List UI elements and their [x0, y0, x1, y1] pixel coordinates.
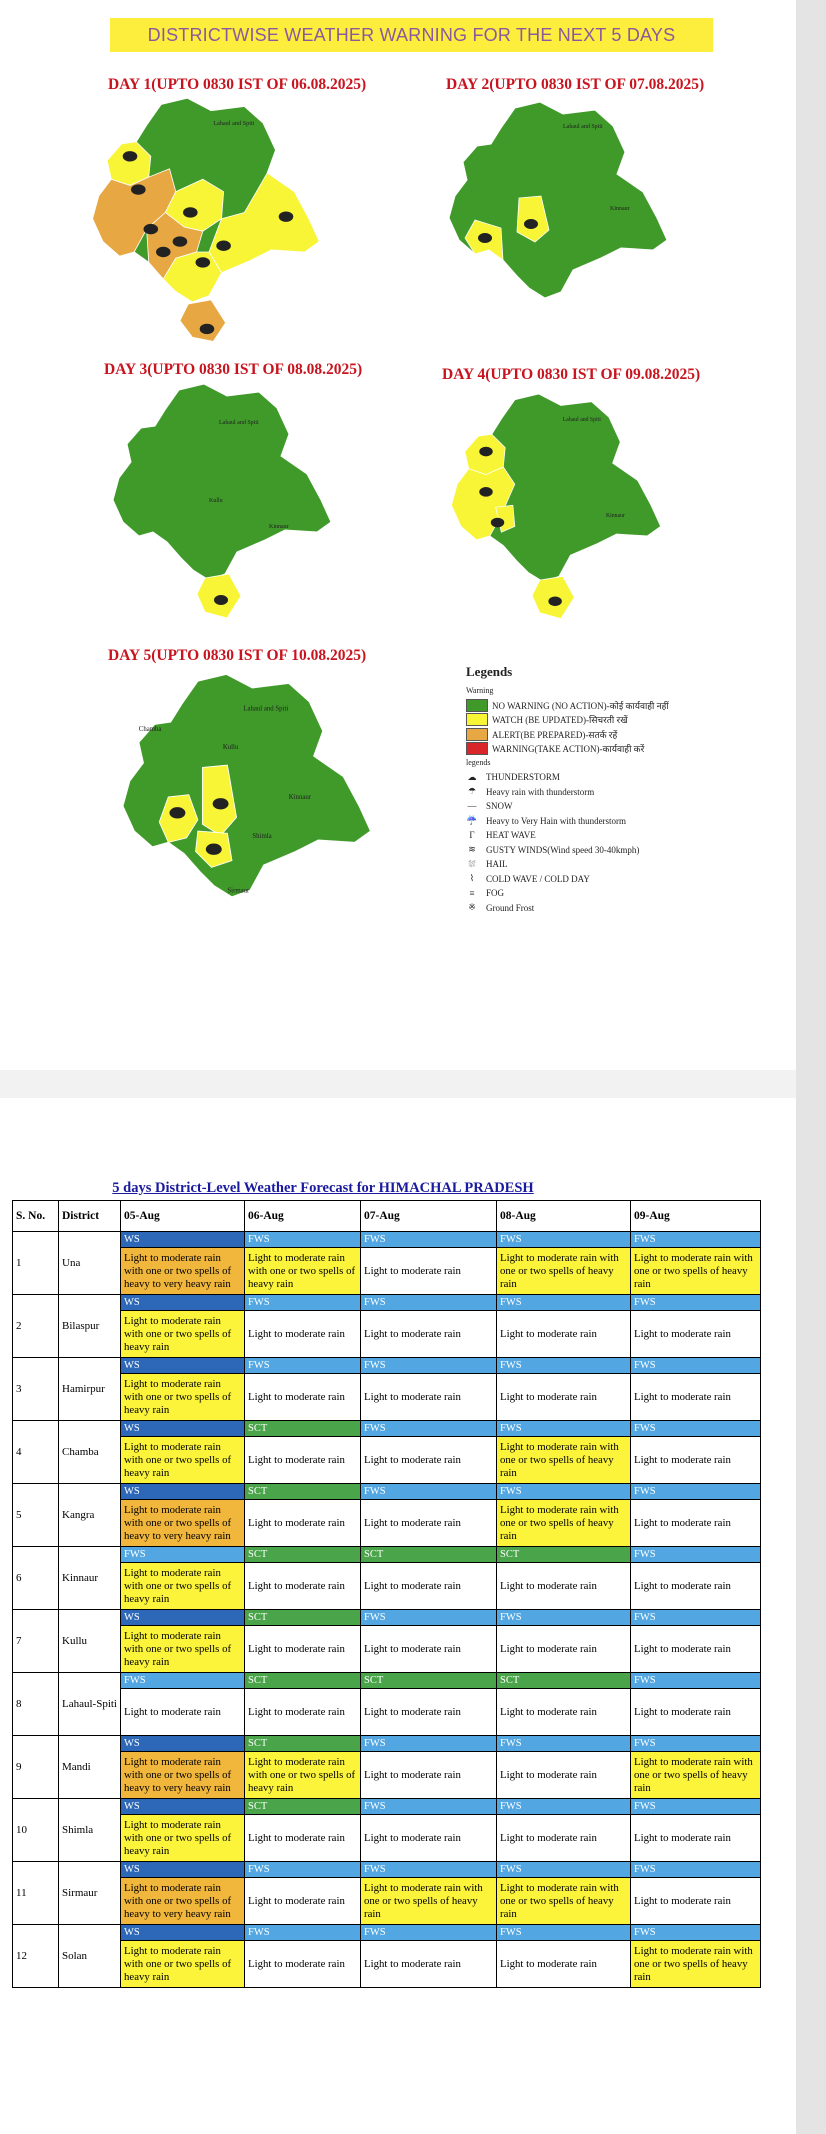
- forecast-text: Light to moderate rain with one or two spells of heavy rain: [121, 1311, 245, 1358]
- warning-category: SCT: [361, 1547, 497, 1563]
- row-serial: 7: [13, 1610, 59, 1673]
- table-row: [13, 1358, 761, 1374]
- legend-swatch: [466, 713, 488, 726]
- forecast-text: Light to moderate rain: [497, 1311, 631, 1358]
- warning-category: SCT: [245, 1673, 361, 1689]
- forecast-text: Light to moderate rain: [497, 1563, 631, 1610]
- forecast-text: Light to moderate rain with one or two spells of heavy rain: [121, 1437, 245, 1484]
- legend-icon-item: [466, 785, 756, 800]
- legend-icon-item: [466, 814, 756, 829]
- warning-category: FWS: [631, 1295, 761, 1311]
- warning-category: FWS: [245, 1925, 361, 1941]
- table-row: [13, 1563, 761, 1610]
- map-label-lahaul-3: Lahaul and Spiti: [219, 420, 259, 426]
- forecast-text: Light to moderate rain with one or two spells of heavy rain: [497, 1878, 631, 1925]
- warning-category: FWS: [631, 1610, 761, 1626]
- forecast-text: Light to moderate rain: [245, 1878, 361, 1925]
- row-serial: 12: [13, 1925, 59, 1988]
- table-row: [13, 1421, 761, 1437]
- table-row: [13, 1374, 761, 1421]
- legend-swatch: [466, 728, 488, 741]
- day5-map: [94, 672, 404, 956]
- table-row: [13, 1673, 761, 1689]
- warning-category: FWS: [361, 1610, 497, 1626]
- warning-category: FWS: [497, 1358, 631, 1374]
- forecast-text: Light to moderate rain: [245, 1626, 361, 1673]
- legend-icon-item: [466, 857, 756, 872]
- warning-category: WS: [121, 1610, 245, 1626]
- forecast-text: Light to moderate rain: [631, 1311, 761, 1358]
- day2-title: DAY 2(UPTO 0830 IST OF 07.08.2025): [446, 76, 705, 93]
- warning-category: FWS: [631, 1799, 761, 1815]
- legend-swatch: [466, 742, 488, 755]
- forecast-text: Light to moderate rain with one or two spells of heavy rain: [245, 1248, 361, 1295]
- warning-category: SCT: [497, 1673, 631, 1689]
- warning-category: FWS: [361, 1925, 497, 1941]
- forecast-text: Light to moderate rain with one or two spells of heavy rain: [497, 1248, 631, 1295]
- warning-category: FWS: [497, 1925, 631, 1941]
- legend-warning-label: Warning: [466, 686, 494, 695]
- column-header: S. No.: [13, 1201, 59, 1232]
- warning-category: SCT: [245, 1484, 361, 1500]
- forecast-text: Light to moderate rain: [497, 1815, 631, 1862]
- snow-icon: —: [467, 801, 477, 812]
- map-label-kinnaur-4: Kinnaur: [606, 512, 625, 519]
- row-serial: 5: [13, 1484, 59, 1547]
- day3-title: DAY 3(UPTO 0830 IST OF 08.08.2025): [104, 361, 363, 378]
- row-serial: 2: [13, 1295, 59, 1358]
- table-row: [13, 1295, 761, 1311]
- row-serial: 3: [13, 1358, 59, 1421]
- forecast-text: Light to moderate rain: [245, 1437, 361, 1484]
- forecast-text: Light to moderate rain with one or two spells of heavy to very heavy rain: [121, 1752, 245, 1799]
- forecast-text: Light to moderate rain: [245, 1500, 361, 1547]
- row-district: Hamirpur: [59, 1358, 121, 1421]
- legend-icon-item: [466, 828, 756, 843]
- row-serial: 11: [13, 1862, 59, 1925]
- warning-category: FWS: [361, 1232, 497, 1248]
- forecast-text: Light to moderate rain: [497, 1689, 631, 1736]
- forecast-text: Light to moderate rain with one or two spells of heavy rain: [497, 1437, 631, 1484]
- column-header: 08-Aug: [497, 1201, 631, 1232]
- warning-category: SCT: [245, 1736, 361, 1752]
- warning-category: FWS: [361, 1421, 497, 1437]
- column-header: District: [59, 1201, 121, 1232]
- table-row: [13, 1815, 761, 1862]
- warning-category: FWS: [245, 1295, 361, 1311]
- table-row: [13, 1941, 761, 1988]
- forecast-text: Light to moderate rain with one or two spells of heavy rain: [631, 1941, 761, 1988]
- ground-frost-icon: ※: [468, 902, 476, 913]
- forecast-text: Light to moderate rain: [497, 1374, 631, 1421]
- heat-wave-icon: Γ: [469, 830, 475, 841]
- legend-warning-label: WATCH (BE UPDATED)-सिचरती रखें: [492, 715, 628, 726]
- table-row: [13, 1925, 761, 1941]
- warning-category: FWS: [631, 1547, 761, 1563]
- thunderstorm-icon: ☁: [467, 771, 477, 782]
- warning-category: FWS: [121, 1673, 245, 1689]
- hail-icon: ⛆: [468, 858, 476, 869]
- gusty-wind-icon: ≋: [468, 844, 476, 855]
- fog-icon: ≡: [469, 888, 475, 899]
- forecast-text: Light to moderate rain: [361, 1500, 497, 1547]
- column-header: 05-Aug: [121, 1201, 245, 1232]
- forecast-text: Light to moderate rain: [497, 1941, 631, 1988]
- warning-category: FWS: [361, 1736, 497, 1752]
- warning-category: FWS: [245, 1862, 361, 1878]
- warning-category: WS: [121, 1736, 245, 1752]
- forecast-text: Light to moderate rain: [497, 1752, 631, 1799]
- legend-icon-label: Heavy rain with thunderstorm: [486, 786, 595, 797]
- forecast-text: Light to moderate rain with one or two spells of heavy to very heavy rain: [121, 1248, 245, 1295]
- map-label-lahaul: Lahaul and Spiti: [213, 120, 255, 128]
- forecast-text: Light to moderate rain with one or two spells of heavy rain: [121, 1374, 245, 1421]
- forecast-text: Light to moderate rain: [497, 1626, 631, 1673]
- table-row: [13, 1232, 761, 1248]
- map-label-lahaul-2: Lahaul and Spiti: [563, 124, 603, 130]
- map-label-kullu-3: Kullu: [209, 498, 223, 504]
- row-district: Una: [59, 1232, 121, 1295]
- very-heavy-rain-icon: ☔: [466, 815, 478, 826]
- column-header: 09-Aug: [631, 1201, 761, 1232]
- forecast-text: Light to moderate rain: [631, 1815, 761, 1862]
- forecast-text: Light to moderate rain with one or two spells of heavy rain: [121, 1941, 245, 1988]
- row-serial: 4: [13, 1421, 59, 1484]
- forecast-text: Light to moderate rain: [361, 1437, 497, 1484]
- forecast-text: Light to moderate rain: [631, 1689, 761, 1736]
- table-row: [13, 1311, 761, 1358]
- warning-category: WS: [121, 1358, 245, 1374]
- row-serial: 8: [13, 1673, 59, 1736]
- table-row: [13, 1248, 761, 1295]
- map-legend: [466, 664, 756, 915]
- warning-category: FWS: [361, 1862, 497, 1878]
- map-label-sirmaur-5: Sirmaur: [227, 887, 250, 895]
- day5-title: DAY 5(UPTO 0830 IST OF 10.08.2025): [108, 647, 367, 664]
- forecast-text: Light to moderate rain: [361, 1752, 497, 1799]
- forecast-text: Light to moderate rain with one or two spells of heavy rain: [245, 1752, 361, 1799]
- forecast-text: Light to moderate rain with one or two spells of heavy to very heavy rain: [121, 1878, 245, 1925]
- forecast-text: Light to moderate rain: [245, 1815, 361, 1862]
- forecast-text: Light to moderate rain with one or two spells of heavy rain: [361, 1878, 497, 1925]
- forecast-text: Light to moderate rain with one or two spells of heavy rain: [631, 1248, 761, 1295]
- forecast-text: Light to moderate rain: [361, 1374, 497, 1421]
- day1-title: DAY 1(UPTO 0830 IST OF 06.08.2025): [108, 76, 367, 93]
- day2-map: [442, 100, 678, 350]
- warning-category: FWS: [631, 1862, 761, 1878]
- warning-category: FWS: [631, 1358, 761, 1374]
- warning-category: FWS: [361, 1484, 497, 1500]
- forecast-text: Light to moderate rain with one or two spells of heavy rain: [121, 1626, 245, 1673]
- legend-warning-item: [466, 713, 756, 728]
- day1-map: [88, 96, 328, 356]
- row-district: Solan: [59, 1925, 121, 1988]
- warning-category: WS: [121, 1862, 245, 1878]
- legend-icons-label: legends: [466, 758, 491, 767]
- legend-warning-label: NO WARNING (NO ACTION)-कोई कार्यवाही नहीं: [492, 700, 669, 711]
- forecast-text: Light to moderate rain: [245, 1563, 361, 1610]
- legend-icon-label: THUNDERSTORM: [486, 772, 560, 783]
- column-header: 07-Aug: [361, 1201, 497, 1232]
- legend-icon-item: [466, 770, 756, 785]
- row-district: Kinnaur: [59, 1547, 121, 1610]
- table-row: [13, 1689, 761, 1736]
- map-label-lahaul-5: Lahaul and Spiti: [243, 705, 289, 713]
- forecast-text: Light to moderate rain: [631, 1878, 761, 1925]
- forecast-text: Light to moderate rain: [631, 1500, 761, 1547]
- warning-category: SCT: [245, 1610, 361, 1626]
- table-row: [13, 1610, 761, 1626]
- warning-category: WS: [121, 1484, 245, 1500]
- warning-category: FWS: [497, 1610, 631, 1626]
- map-label-kinnaur-2: Kinnaur: [610, 206, 630, 212]
- forecast-title: 5 days District-Level Weather Forecast for HIMACHAL PRADESH: [112, 1180, 534, 1196]
- warning-category: FWS: [631, 1421, 761, 1437]
- forecast-text: Light to moderate rain with one or two spells of heavy rain: [497, 1500, 631, 1547]
- table-row: [13, 1878, 761, 1925]
- legend-warning-label: ALERT(BE PREPARED)-सतर्क रहें: [492, 729, 618, 740]
- warning-category: FWS: [497, 1232, 631, 1248]
- legend-icon-label: COLD WAVE / COLD DAY: [486, 873, 590, 884]
- legend-icon-label: HEAT WAVE: [486, 830, 536, 841]
- map-label-chamba-5: Chamba: [138, 726, 162, 734]
- map-label-kullu-5: Kullu: [222, 744, 239, 752]
- table-row: [13, 1752, 761, 1799]
- forecast-text: Light to moderate rain: [245, 1689, 361, 1736]
- legend-icon-label: Ground Frost: [486, 902, 535, 913]
- warning-category: FWS: [497, 1295, 631, 1311]
- forecast-table: [12, 1200, 761, 1988]
- forecast-text: Light to moderate rain: [361, 1563, 497, 1610]
- warning-category: FWS: [361, 1799, 497, 1815]
- warning-category: FWS: [631, 1736, 761, 1752]
- column-header: 06-Aug: [245, 1201, 361, 1232]
- row-district: Lahaul-Spiti: [59, 1673, 121, 1736]
- map-label-lahaul-4: Lahaul and Spiti: [562, 416, 601, 423]
- legend-icon-label: SNOW: [486, 801, 513, 812]
- legend-icon-item: [466, 799, 756, 814]
- legend-icon-label: HAIL: [486, 859, 508, 870]
- day3-map: [104, 382, 344, 632]
- warning-category: WS: [121, 1232, 245, 1248]
- forecast-text: Light to moderate rain: [361, 1311, 497, 1358]
- legend-icon-item: [466, 872, 756, 887]
- forecast-text: Light to moderate rain: [361, 1689, 497, 1736]
- forecast-text: Light to moderate rain: [361, 1941, 497, 1988]
- warning-category: WS: [121, 1421, 245, 1437]
- legend-warning-item: [466, 742, 756, 757]
- legend-icon-item: [466, 843, 756, 858]
- forecast-text: Light to moderate rain: [245, 1941, 361, 1988]
- table-row: [13, 1799, 761, 1815]
- forecast-text: Light to moderate rain: [361, 1248, 497, 1295]
- row-serial: 10: [13, 1799, 59, 1862]
- row-district: Mandi: [59, 1736, 121, 1799]
- map-label-kinnaur-3: Kinnaur: [269, 524, 289, 530]
- table-row: [13, 1547, 761, 1563]
- table-row: [13, 1500, 761, 1547]
- table-row: [13, 1862, 761, 1878]
- forecast-text: Light to moderate rain with one or two spells of heavy rain: [121, 1815, 245, 1862]
- page-banner: DISTRICTWISE WEATHER WARNING FOR THE NEXT 5 DAYS: [110, 18, 713, 52]
- table-row: [13, 1484, 761, 1500]
- legend-icon-label: FOG: [486, 888, 505, 899]
- row-district: Chamba: [59, 1421, 121, 1484]
- table-row: [13, 1736, 761, 1752]
- warning-category: FWS: [631, 1232, 761, 1248]
- table-row: [13, 1437, 761, 1484]
- warning-category: SCT: [245, 1421, 361, 1437]
- day4-map: [438, 392, 678, 632]
- warning-category: FWS: [631, 1673, 761, 1689]
- cold-wave-icon: ⌇: [469, 873, 475, 884]
- day4-title: DAY 4(UPTO 0830 IST OF 09.08.2025): [442, 366, 701, 383]
- legend-warning-item: [466, 727, 756, 742]
- forecast-text: Light to moderate rain: [245, 1311, 361, 1358]
- forecast-text: Light to moderate rain with one or two spells of heavy rain: [121, 1563, 245, 1610]
- forecast-text: Light to moderate rain with one or two spells of heavy rain: [631, 1752, 761, 1799]
- row-district: Shimla: [59, 1799, 121, 1862]
- warning-category: FWS: [497, 1484, 631, 1500]
- row-district: Bilaspur: [59, 1295, 121, 1358]
- warning-category: SCT: [245, 1547, 361, 1563]
- legend-icon-item: [466, 901, 756, 916]
- warning-category: WS: [121, 1799, 245, 1815]
- map-label-shimla-5: Shimla: [252, 832, 272, 840]
- warning-category: FWS: [497, 1736, 631, 1752]
- warning-category: SCT: [245, 1799, 361, 1815]
- forecast-text: Light to moderate rain: [361, 1626, 497, 1673]
- warning-category: SCT: [361, 1673, 497, 1689]
- row-serial: 6: [13, 1547, 59, 1610]
- row-serial: 1: [13, 1232, 59, 1295]
- forecast-text: Light to moderate rain: [631, 1626, 761, 1673]
- warning-category: FWS: [631, 1484, 761, 1500]
- forecast-text: Light to moderate rain: [631, 1563, 761, 1610]
- warning-category: FWS: [497, 1862, 631, 1878]
- legend-title: Legends: [466, 664, 513, 679]
- legend-warning-label: WARNING(TAKE ACTION)-कार्यवाही करें: [492, 744, 645, 755]
- legend-icon-label: GUSTY WINDS(Wind speed 30-40kmph): [486, 844, 640, 855]
- forecast-text: Light to moderate rain: [631, 1374, 761, 1421]
- legend-warning-item: [466, 698, 756, 713]
- row-district: Sirmaur: [59, 1862, 121, 1925]
- forecast-text: Light to moderate rain: [361, 1815, 497, 1862]
- map-label-kinnaur-5: Kinnaur: [288, 794, 312, 802]
- legend-icon-item: [466, 886, 756, 901]
- warning-category: FWS: [245, 1232, 361, 1248]
- legend-icon-label: Heavy to Very Hain with thunderstorm: [486, 815, 627, 826]
- warning-category: FWS: [361, 1358, 497, 1374]
- legend-swatch: [466, 699, 488, 712]
- row-district: Kullu: [59, 1610, 121, 1673]
- forecast-text: Light to moderate rain: [121, 1689, 245, 1736]
- forecast-text: Light to moderate rain: [245, 1374, 361, 1421]
- warning-category: WS: [121, 1295, 245, 1311]
- warning-category: FWS: [631, 1925, 761, 1941]
- warning-category: FWS: [245, 1358, 361, 1374]
- warning-category: FWS: [121, 1547, 245, 1563]
- warning-category: FWS: [497, 1799, 631, 1815]
- warning-category: WS: [121, 1925, 245, 1941]
- page-edge: [796, 0, 826, 2134]
- warning-category: FWS: [361, 1295, 497, 1311]
- warning-category: SCT: [497, 1547, 631, 1563]
- forecast-text: Light to moderate rain: [631, 1437, 761, 1484]
- row-serial: 9: [13, 1736, 59, 1799]
- row-district: Kangra: [59, 1484, 121, 1547]
- forecast-text: Light to moderate rain with one or two spells of heavy to very heavy rain: [121, 1500, 245, 1547]
- table-row: [13, 1626, 761, 1673]
- warning-category: FWS: [497, 1421, 631, 1437]
- heavy-rain-icon: ☂: [467, 786, 477, 797]
